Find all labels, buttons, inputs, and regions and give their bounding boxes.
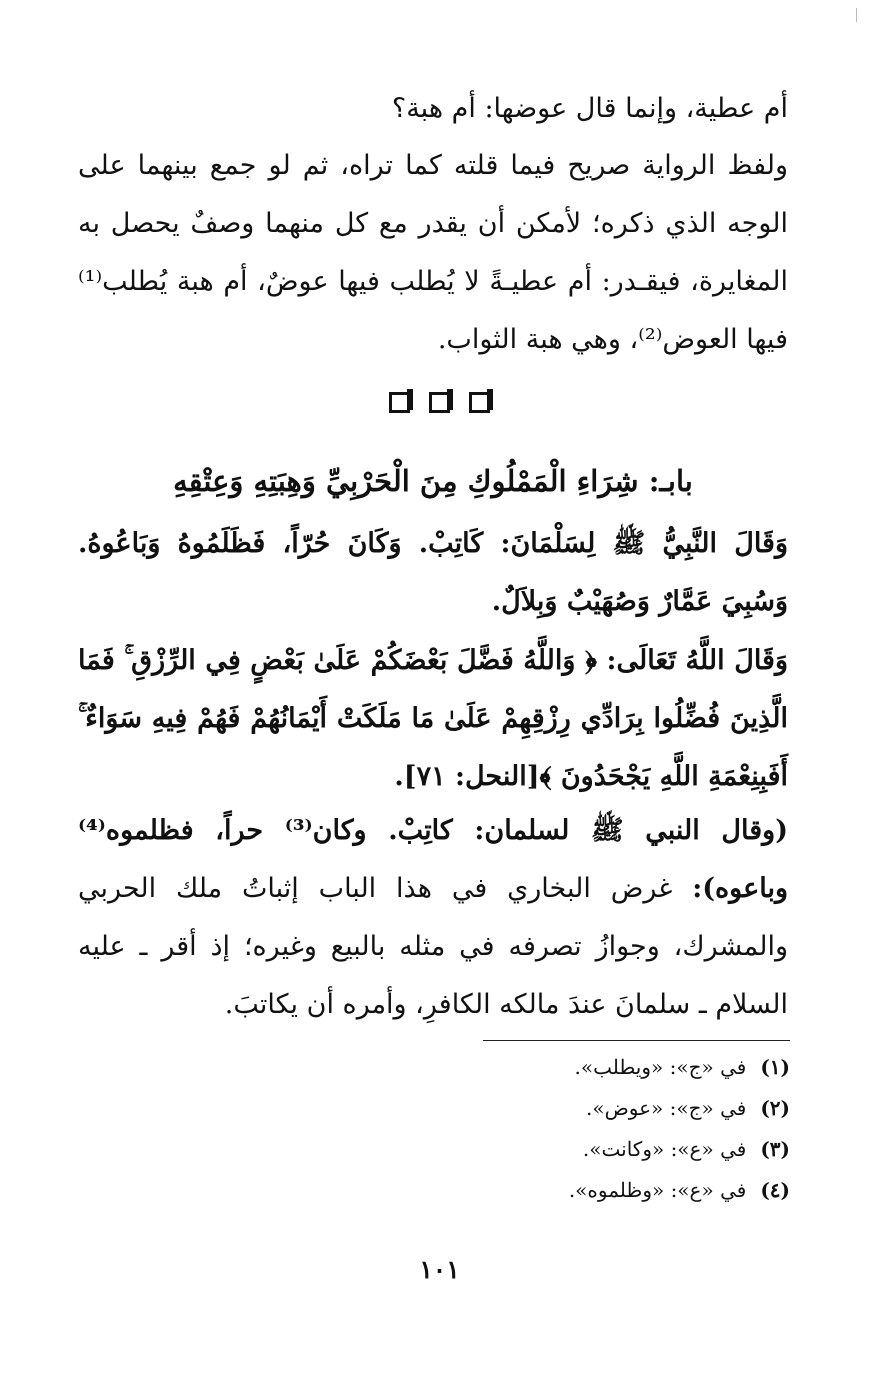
- footnote-number: (٢): [760, 1096, 790, 1120]
- chapter-heading: بابـ: شِرَاءِ الْمَمْلُوكِ مِنَ الْحَرْبِيِّ وَهِبَتِهِ وَعِتْقِهِ: [173, 464, 693, 498]
- footnotes: [300, 1047, 790, 1211]
- commentary-paragraph: [78, 802, 788, 1034]
- square-ornament-icon: [469, 392, 490, 413]
- footnote-text: في «ع»: «وظلموه».: [568, 1178, 747, 1202]
- paragraph-2: ولفظ الرواية صريح فيما قلته كما تراه، ثم لو جمع بينهما على الوجه الذي ذكره؛ لأمكن أن يقدر مع كل منهما وصفٌ يحصل به المغايرة، فيقـدر: أم عطيـةً لا يُطلب فيها عوضٌ، أم هبة يُطلب⁽¹⁾ فيها العوض⁽²⁾، وهي هبة الثواب.: [78, 150, 788, 355]
- footnote-text: في «ج»: «عوض».: [585, 1096, 747, 1120]
- footnote-item: [300, 1129, 790, 1170]
- footnote-item: [300, 1088, 790, 1129]
- paragraph-1: أم عطية، وإنما قال عوضها: أم هبة؟: [391, 93, 788, 124]
- section-separator: [0, 392, 879, 417]
- footnote-number: (١): [760, 1055, 790, 1079]
- corner-mark: [856, 8, 857, 22]
- commentary-body: غرض البخاري في هذا الباب إثباتُ ملك الحربي والمشرك، وجوازُ تصرفه في مثله بالبيع وغيره؛ إذ أقر ـ عليه السلام ـ سلمانَ عندَ مالكه الكافرِ، وأمره أن يكاتبَ.: [78, 873, 788, 1020]
- square-ornament-icon: [389, 392, 410, 413]
- hadith-paragraph: وَقَالَ النَّبِيُّ ﷺ لِسَلْمَانَ: كَاتِبْ. وَكَانَ حُرّاً، فَظَلَمُوهُ وَبَاعُوهُ. وَسُبِيَ عَمَّارٌ وَصُهَيْبٌ وَبِلاَلٌ.: [78, 528, 788, 617]
- page-number: ١٠١: [419, 1255, 460, 1284]
- commentary-lead: (وقال النبي ﷺ لسلمان: كاتِبْ. وكان⁽³⁾ حراً، فظلموه⁽⁴⁾ وباعوه):: [78, 815, 788, 904]
- footnote-number: (٤): [760, 1178, 790, 1202]
- footnote-text: في «ع»: «وكانت».: [582, 1137, 747, 1161]
- footnote-item: [300, 1047, 790, 1088]
- square-ornament-icon: [429, 392, 450, 413]
- footnote-divider: [483, 1040, 790, 1041]
- footnote-text: في «ج»: «ويطلب».: [574, 1055, 747, 1079]
- footnote-number: (٣): [760, 1137, 790, 1161]
- footnote-item: [300, 1170, 790, 1211]
- quran-verse-paragraph: وَقَالَ اللَّهُ تَعَالَى: ﴿ وَاللَّهُ فَضَّلَ بَعْضَكُمْ عَلَىٰ بَعْضٍ فِي الرِّزْقِ ۚ فَمَا الَّذِينَ فُضِّلُوا بِرَادِّي رِزْقِهِمْ عَلَىٰ مَا مَلَكَتْ أَيْمَانُهُمْ فَهُمْ فِيهِ سَوَاءٌ ۚ أَفَبِنِعْمَةِ اللَّهِ يَجْحَدُونَ ﴾[النحل: ٧١].: [78, 645, 788, 792]
